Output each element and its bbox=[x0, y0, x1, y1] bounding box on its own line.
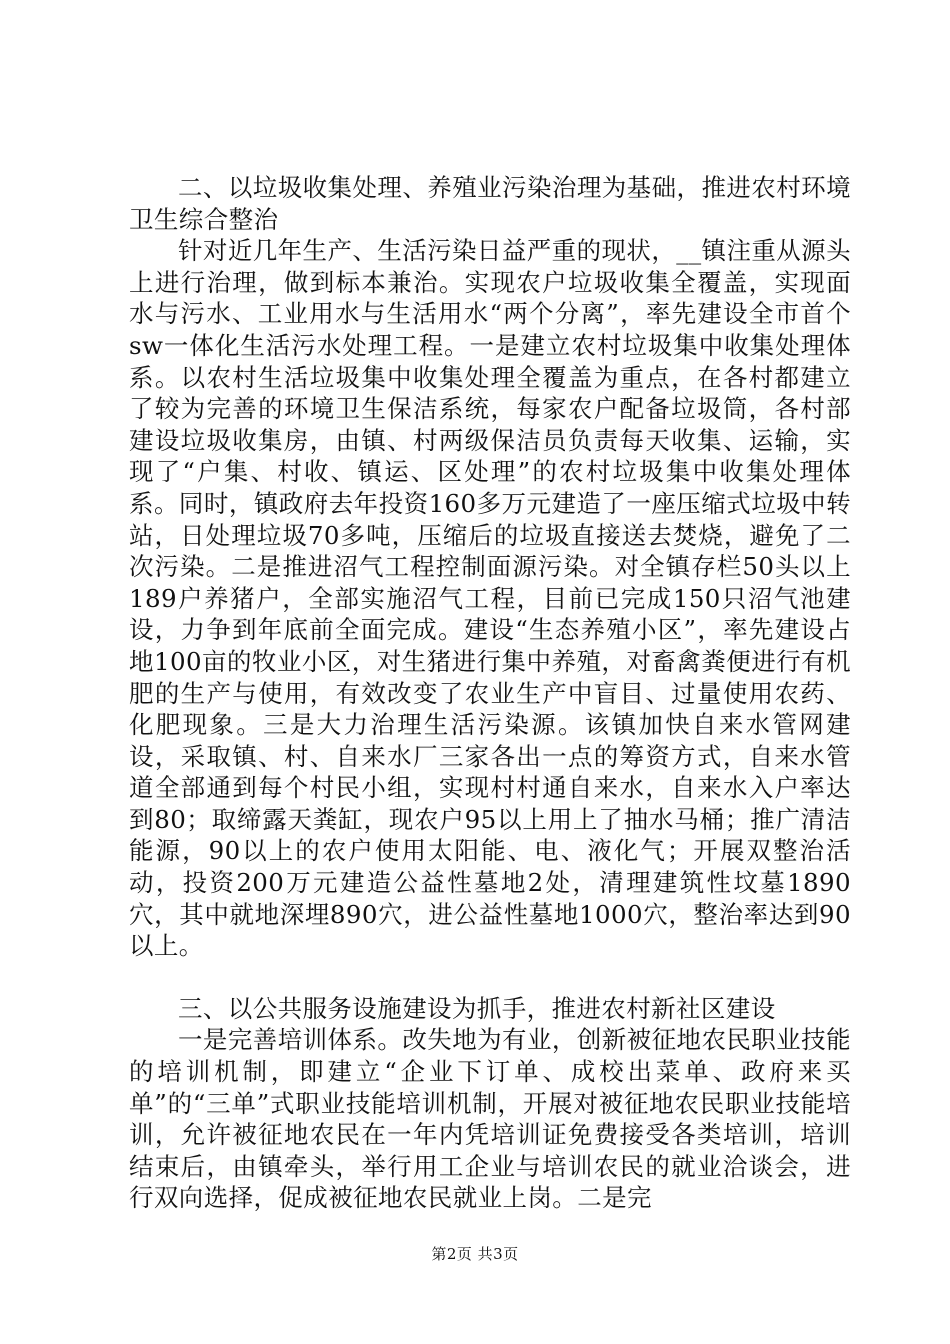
section3-heading: 三、以公共服务设施建设为抓手，推进农村新社区建设 bbox=[178, 993, 776, 1023]
document-page bbox=[129, 172, 851, 1214]
section2-heading: 二、以垃圾收集处理、养殖业污染治理为基础，推进农村环境卫生综合整治 bbox=[129, 173, 851, 234]
section2-body: 针对近几年生产、生活污染日益严重的现状，__镇注重从源头上进行治理，做到标本兼治。实现农户垃圾收集全覆盖，实现面水与污水、工业用水与生活用水“两个分离”，率先建设全市首个sw一体化生活污水处理工程。一是建立农村垃圾集中收集处理体系。以农村生活垃圾集中收集处理全覆盖为重点，在各村都建立了较为完善的环境卫生保洁系统，每家农户配备垃圾筒，各村部建设垃圾收集房，由镇、村两级保洁员负责每天收集、运输，实现了“户集、村收、镇运、区处理”的农村垃圾集中收集处理体系。同时，镇政府去年投资160多万元建造了一座压缩式垃圾中转站，日处理垃圾70多吨，压缩后的垃圾直接送去焚烧，避免了二次污染。二是推进沼气工程控制面源污染。对全镇存栏50头以上189户养猪户，全部实施沼气工程，目前已完成150只沼气池建设，力争到年底前全面完成。建设“生态养殖小区”，率先建设占地100亩的牧业小区，对生猪进行集中养殖，对畜禽粪便进行有机肥的生产与使用，有效改变了农业生产中盲目、过量使用农药、化肥现象。三是大力治理生活污染源。该镇加快自来水管网建设，采取镇、村、自来水厂三家各出一点的筹资方式，自来水管道全部通到每个村民小组，实现村村通自来水，自来水入户率达到80；取缔露天粪缸，现农户95以上用上了抽水马桶；推广清洁能源，90以上的农户使用太阳能、电、液化气；开展双整治活动，投资200万元建造公益性墓地2处，清理建筑性坟墓1890穴，其中就地深埋890穴，进公益性墓地1000穴，整治率达到90以上。 bbox=[129, 236, 851, 961]
page-footer: 第2页 共3页 bbox=[431, 1245, 519, 1263]
section3-body: 一是完善培训体系。改失地为有业，创新被征地农民职业技能的培训机制，即建立“企业下订单、成校出菜单、政府来买单”的“三单”式职业技能培训机制，开展对被征地农民职业技能培训，允许被征地农民在一年内凭培训证免费接受各类培训，培训结束后，由镇牵头，举行用工企业与培训农民的就业洽谈会，进行双向选择，促成被征地农民就业上岗。二是完 bbox=[129, 1025, 851, 1213]
paragraph-gap bbox=[129, 962, 851, 993]
